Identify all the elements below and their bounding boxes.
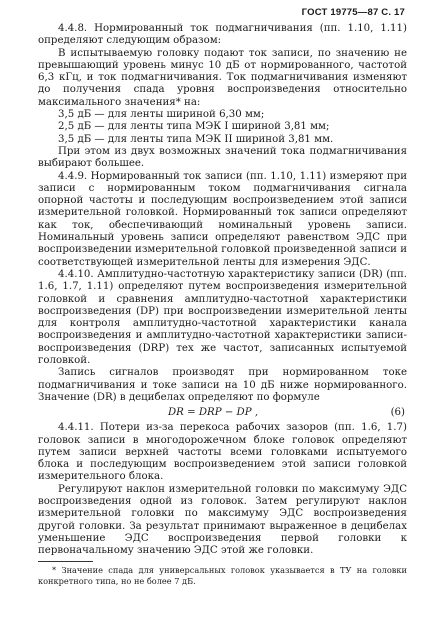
paragraph-tilt-adjust: Регулируют наклон измерительной головки по максимуму ЭДС воспроизведения одной из головок. Затем регулируют наклон измерительной головки по максимуму ЭДС воспроизведения другой головки. За результат принимают выраженное в децибелах уменьшение ЭДС воспроизведения первой головки к первоначальному значению ЭДС этой же головки. xyxy=(38,483,407,557)
paragraph-recording: Запись сигналов производят при нормированном токе подмагничивания и токе записи на 10 дБ ниже нормированного. Значение (DR) в децибелах определяют по формуле xyxy=(38,367,407,403)
paragraph-4-4-8-method: В испытываемую головку подают ток записи, по значению не превышающий уровень минус 10 дБ от нормированного, частотой 6,3 кГц, и ток подмагничивания. Ток подмагничивания изменяют до получения спада уровня воспроизведения относительно максимального значения* на: xyxy=(38,47,407,108)
list-item: 2,5 дБ — для ленты типа МЭК I шириной 3,81 мм; xyxy=(58,121,330,133)
list-item: 3,5 дБ — для ленты типа МЭК II шириной 3,81 мм. xyxy=(58,133,334,145)
paragraph-4-4-8: 4.4.8. Нормированный ток подмагничивания (пп. 1.10, 1.11) определяют следующим образом: xyxy=(38,23,407,47)
list-item: 3,5 дБ — для ленты шириной 6,30 мм; xyxy=(58,109,265,121)
footnote: * Значение спада для универсальных головок указывается в ТУ на головки конкретного типа, но не более 7 дБ. xyxy=(38,565,407,586)
paragraph-4-4-9: 4.4.9. Нормированный ток записи (пп. 1.10, 1.11) измеряют при записи с нормированным током подмагничивания сигнала опорной частоты и последующим воспроизведением этой записи измерительной головкой. Нормированный ток записи определяют как ток, обеспечивающий номинальный уровень записи. Номинальный уровень записи определяют равенством ЭДС при воспроизведении измерительной головкой произведенной записи и соответствующей измерительной ленты для измерения ЭДС. xyxy=(38,170,407,268)
formula-number: (6) xyxy=(390,407,405,419)
formula: DR = DRP − DP , xyxy=(168,407,259,419)
document-body xyxy=(38,23,407,586)
formula-line xyxy=(38,406,407,420)
paragraph-4-4-11: 4.4.11. Потери из-за перекоса рабочих зазоров (пп. 1.6, 1.7) головок записи в многодорожечном блоке головок определяют путем записи верхней частоты всеми головками испытуемого блока и последующим воспроизведением этой записи головкой измерительного блока. xyxy=(38,422,407,483)
paragraph-choice: При этом из двух возможных значений тока подмагничивания выбирают большее. xyxy=(38,145,407,170)
page-header: ГОСТ 19775—87 С. 17 xyxy=(301,7,405,18)
footnote-divider xyxy=(38,561,93,562)
paragraph-4-4-10: 4.4.10. Амплитудно-частотную характеристику записи (DR) (пп. 1.6, 1.7, 1.11) определяют путем воспроизведения измерительной головкой и сравнения амплитудно-частотной характеристики воспроизведения (DP) при воспроизведении измерительной ленты для контроля амплитудно-частотной характеристики канала воспроизведения и амплитудно-частотной характеристики записи-воспроизведения (DRP) тех же частот, записанных испытуемой головкой. xyxy=(38,268,407,367)
